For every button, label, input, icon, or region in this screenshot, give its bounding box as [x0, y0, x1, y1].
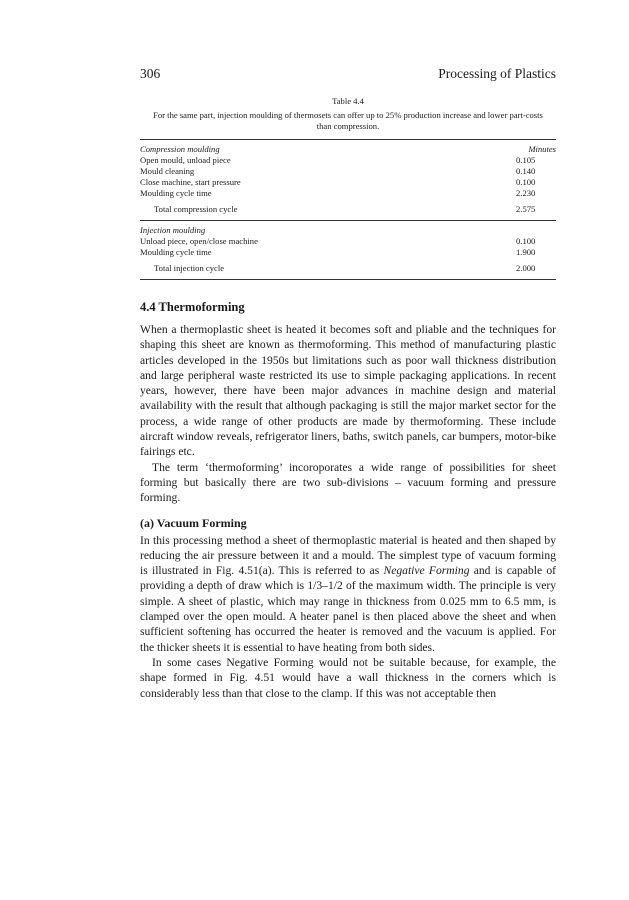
row-label: Close machine, start pressure — [140, 177, 241, 187]
table-row — [140, 236, 556, 247]
unit-heading: Minutes — [528, 144, 556, 154]
row-label: Mould cleaning — [140, 166, 195, 176]
running-head — [140, 66, 556, 82]
emphasis-negative-forming: Negative Forming — [383, 564, 470, 578]
section-heading-thermoforming: 4.4 Thermoforming — [140, 300, 245, 314]
page — [140, 66, 556, 701]
table-total-row — [140, 263, 556, 274]
paragraph — [140, 533, 556, 655]
text-run: and is capable of providing a depth of draw which is 1/3–1/2 of the maximum width. The principle is very simple. A sheet of plastic, which may range in thickness from 0.025 mm to 6.5 mm, is clamped over the open mould. A heater panel is then placed above the sheet and when sufficient softening has occurred the heater is removed and the vacuum is applied. For the thicker sheets it is essential to have heating from both sides. — [140, 564, 557, 654]
subsection-heading-vacuum-forming: (a) Vacuum Forming — [140, 515, 247, 530]
table-caption: Table 4.4 — [332, 96, 364, 106]
row-value: 1.900 — [516, 247, 536, 257]
row-value: 0.140 — [516, 166, 536, 176]
paragraph: The term ‘thermoforming’ incoroporates a wide range of possibilities for sheet forming but basically there are two sub-divisions – vacuum forming and pressure forming. — [140, 460, 556, 505]
row-value: 0.100 — [516, 236, 536, 246]
table-description: For the same part, injection moulding of thermosets can offer up to 25% production increase and lower part-costs than compression. — [153, 110, 543, 131]
row-label: Unload piece, open/close machine — [140, 236, 258, 246]
row-label: Moulding cycle time — [140, 188, 212, 198]
paragraph: When a thermoplastic sheet is heated it becomes soft and pliable and the techniques for shaping this sheet are known as thermoforming. This method of manufacturing plastic articles developed in the 1950s but limitations such as poor wall thickness distribution and large peripheral waste restricted its use to simple packaging applications. In recent years, however, there have been major advances in machine design and material availability with the result that although packaging is still the major market sector for the process, a wide range of other products are made by thermoforming. These include aircraft window reveals, refrigerator liners, baths, switch panels, car bumpers, motor-bike fairings etc. — [140, 323, 556, 459]
table-row — [140, 188, 556, 199]
running-title: Processing of Plastics — [438, 66, 556, 81]
section-heading: Injection moulding — [140, 225, 206, 235]
table-row — [140, 155, 556, 166]
table-row — [140, 166, 556, 177]
table-section-heading-row — [140, 144, 556, 155]
table-total-row — [140, 204, 556, 215]
total-value: 2.575 — [516, 204, 536, 214]
total-label: Total injection cycle — [154, 263, 225, 273]
table-section-injection — [140, 220, 556, 279]
total-value: 2.000 — [516, 263, 536, 273]
table-row — [140, 247, 556, 258]
table-row — [140, 177, 556, 188]
page-number: 306 — [140, 66, 161, 81]
table-4-4 — [140, 139, 556, 280]
row-label: Moulding cycle time — [140, 247, 212, 257]
row-value: 0.105 — [516, 155, 536, 165]
row-label: Open mould, unload piece — [140, 155, 231, 165]
table-section-heading-row — [140, 225, 556, 236]
total-label: Total compression cycle — [154, 204, 238, 214]
row-value: 2.230 — [516, 188, 536, 198]
table-section-compression — [140, 140, 556, 220]
paragraph: In some cases Negative Forming would not be suitable because, for example, the shape formed in Fig. 4.51 would have a wall thickness in the corners which is considerably less than that close to the clamp. If this was not acceptable then — [140, 655, 556, 700]
section-heading: Compression moulding — [140, 144, 220, 154]
row-value: 0.100 — [516, 177, 536, 187]
text-run: In this processing method a sheet of thermoplastic material is heated and then shaped by reducing the air pressure between it and a mould. The simplest type of vacuum forming is illustrated in Fig. 4.51(a). This is referred to as — [140, 533, 556, 578]
